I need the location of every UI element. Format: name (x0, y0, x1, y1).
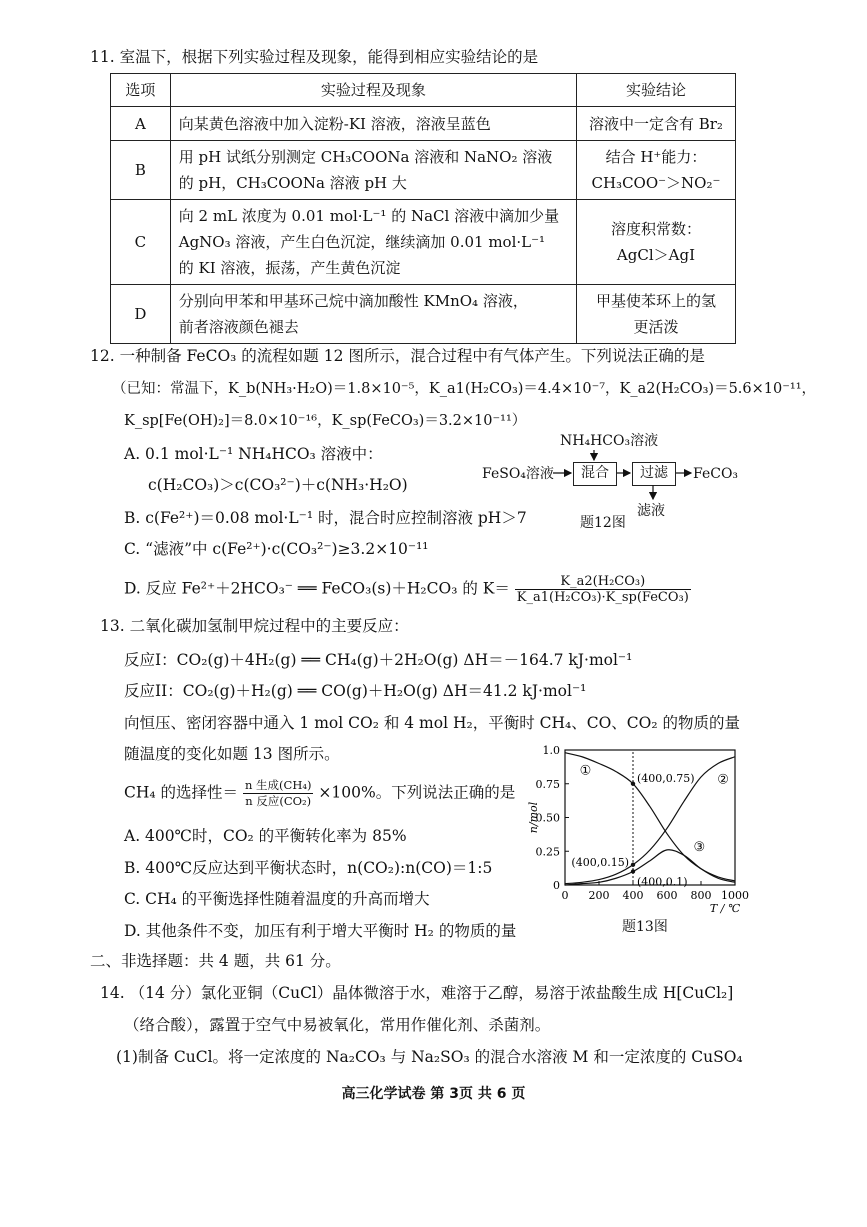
q12-known-1: （已知：常温下，K_b(NH₃·H₂O)＝1.8×10⁻⁵，K_a1(H₂CO₃)＝4.4×10⁻⁷，K_a2(H₂CO₃)＝5.6×10⁻¹¹， (112, 381, 817, 397)
series-label-2: ② (717, 772, 729, 788)
page-footer: 高三化学试卷 第 3页 共 6 页 (341, 1086, 526, 1102)
point-400-01 (631, 869, 635, 873)
row-process-line: 的 pH，CH₃COONa 溶液 pH 大 (178, 174, 407, 192)
y-tick-label: 0.75 (535, 777, 560, 791)
selectivity-label: CH₄ 的选择性＝ (124, 783, 239, 802)
row-conclusion-line: AgCl＞AgI (616, 246, 695, 264)
row-process-line: 前者溶液颜色褪去 (178, 318, 299, 336)
row-process-line: 向 2 mL 浓度为 0.01 mol·L⁻¹ 的 NaCl 溶液中滴加少量 (178, 207, 560, 225)
flow-caption: 题12图 (580, 515, 626, 531)
series-label-3: ③ (693, 840, 706, 856)
y-tick-label: 0 (553, 879, 560, 892)
q12-option-c: C. “滤液”中 c(Fe²⁺)·c(CO₃²⁻)≥3.2×10⁻¹¹ (124, 540, 429, 558)
flow-filtrate-label: 滤液 (637, 503, 665, 519)
x-tick-label: 0 (561, 889, 569, 902)
fraction-denominator: n 反应(CO₂) (245, 794, 312, 808)
q13-option-b: B. 400℃反应达到平衡状态时，n(CO₂):n(CO)＝1:5 (124, 859, 493, 877)
annotation-label: (400,0.15) (571, 855, 629, 869)
row-conclusion-line: 甲基使苯环上的氢 (595, 292, 716, 310)
x-tick-label: 1000 (721, 889, 749, 902)
x-tick-label: 400 (622, 889, 644, 902)
series-label-1: ① (579, 763, 592, 779)
q13-option-c: C. CH₄ 的平衡选择性随着温度的升高而增大 (124, 890, 430, 908)
q12-option-b: B. c(Fe²⁺)＝0.08 mol·L⁻¹ 时，混合时应控制溶液 pH＞7 (124, 509, 527, 527)
row-process-line: 用 pH 试纸分别测定 CH₃COONa 溶液和 NaNO₂ 溶液 (178, 148, 553, 166)
x-tick-label: 600 (656, 889, 678, 902)
row-option: D (111, 285, 171, 344)
point-400-015 (631, 863, 635, 867)
q12-option-d-text: D. 反应 Fe²⁺＋2HCO₃⁻ ══ FeCO₃(s)＋H₂CO₃ 的 K＝ (124, 579, 510, 598)
flow-filter-box: 过滤 (632, 462, 676, 486)
point-400-075 (631, 782, 635, 786)
q13-description-2: 随温度的变化如题 13 图所示。 (124, 745, 340, 763)
row-process-line: 分别向甲苯和甲基环己烷中滴加酸性 KMnO₄ 溶液， (178, 292, 528, 310)
q13-reaction-2: 反应II：CO₂(g)＋H₂(g) ══ CO(g)＋H₂O(g) ΔH＝41.2 kJ·mol⁻¹ (124, 682, 587, 700)
row-process-line: 的 KI 溶液，振荡，产生黄色沉淀 (178, 259, 401, 277)
annotation-label: (400,0.1) (637, 875, 688, 889)
x-axis-label: T / ℃ (709, 902, 741, 915)
flow-feso4-label: FeSO₄溶液 (482, 466, 554, 482)
q12-stem: 12. 一种制备 FeCO₃ 的流程如题 12 图所示，混合过程中有气体产生。下列说法正确的是 (90, 347, 705, 365)
selectivity-fraction (243, 778, 313, 809)
q11-stem: 11. 室温下，根据下列实验过程及现象，能得到相应实验结论的是 (90, 48, 539, 66)
q12-option-a: A. 0.1 mol·L⁻¹ NH₄HCO₃ 溶液中： (124, 445, 383, 463)
row-process-line: AgNO₃ 溶液，产生白色沉淀，继续滴加 0.01 mol·L⁻¹ (178, 233, 546, 251)
row-conclusion-line: 更活泼 (633, 318, 679, 336)
annotation-label: (400,0.75) (637, 771, 695, 785)
row-conclusion-line: 结合 H⁺能力： (605, 148, 707, 166)
y-tick-label: 0.25 (535, 845, 560, 859)
flow-mix-box: 混合 (573, 462, 617, 486)
q13-stem: 13. 二氧化碳加氢制甲烷过程中的主要反应： (100, 617, 409, 635)
q14-line-2: （络合酸），露置于空气中易被氧化，常用作催化剂、杀菌剂。 (124, 1016, 551, 1034)
fraction-numerator: n 生成(CH₄) (244, 778, 312, 792)
row-process-line: 向某黄色溶液中加入淀粉-KI 溶液，溶液呈蓝色 (178, 114, 491, 133)
y-tick-label: 1.0 (542, 744, 560, 757)
q13-description-1: 向恒压、密闭容器中通入 1 mol CO₂ 和 4 mol H₂，平衡时 CH₄、CO、CO₂ 的物质的量 (124, 714, 740, 732)
q12-known-2: K_sp[Fe(OH)₂]＝8.0×10⁻¹⁶，K_sp(FeCO₃)＝3.2×10⁻¹¹） (124, 413, 527, 429)
q12-option-a-expr: c(H₂CO₃)＞c(CO₃²⁻)＋c(NH₃·H₂O) (148, 476, 408, 494)
y-tick-label: 0.50 (535, 811, 560, 825)
x-tick-label: 200 (588, 889, 610, 902)
row-option: B (111, 141, 171, 200)
fraction-numerator: K_a2(H₂CO₃) (515, 574, 691, 590)
q14-line-3: (1)制备 CuCl。将一定浓度的 Na₂CO₃ 与 Na₂SO₃ 的混合水溶液 M 和一定浓度的 CuSO₄ (116, 1048, 743, 1066)
row-option: C (111, 200, 171, 285)
row-conclusion-line: 溶度积常数： (610, 220, 701, 238)
flow-nh4hco3-label: NH₄HCO₃溶液 (560, 433, 659, 449)
selectivity-suffix: ×100%。下列说法正确的是 (318, 783, 516, 802)
x-tick-label: 800 (690, 889, 712, 902)
header-process: 实验过程及现象 (170, 74, 576, 107)
header-conclusion: 实验结论 (576, 74, 735, 107)
header-option: 选项 (111, 74, 171, 107)
flow-feco3-label: FeCO₃ (693, 466, 739, 482)
q13-option-d: D. 其他条件不变，加压有利于增大平衡时 H₂ 的物质的量 (124, 922, 517, 940)
q13-option-a: A. 400℃时，CO₂ 的平衡转化率为 85% (124, 827, 407, 845)
row-conclusion-line: CH₃COO⁻＞NO₂⁻ (591, 174, 721, 192)
y-axis-label: n/mol (527, 801, 540, 834)
q13-chart (515, 735, 765, 940)
q14-line-1: 14. （14 分）氯化亚铜（CuCl）晶体微溶于水，难溶于乙醇，易溶于浓盐酸生成 H[CuCl₂] (100, 984, 734, 1002)
chart-caption: 题13图 (622, 919, 668, 935)
fraction-denominator: K_a1(H₂CO₃)·K_sp(FeCO₃) (516, 590, 689, 605)
q13-reaction-1: 反应I：CO₂(g)＋4H₂(g) ══ CH₄(g)＋2H₂O(g) ΔH＝－164.7 kJ·mol⁻¹ (124, 651, 633, 669)
row-conclusion-line: 溶液中一定含有 Br₂ (588, 114, 723, 133)
section-2-heading: 二、非选择题：共 4 题，共 61 分。 (90, 952, 341, 970)
q13-selectivity (124, 778, 515, 809)
row-option: A (111, 107, 171, 141)
